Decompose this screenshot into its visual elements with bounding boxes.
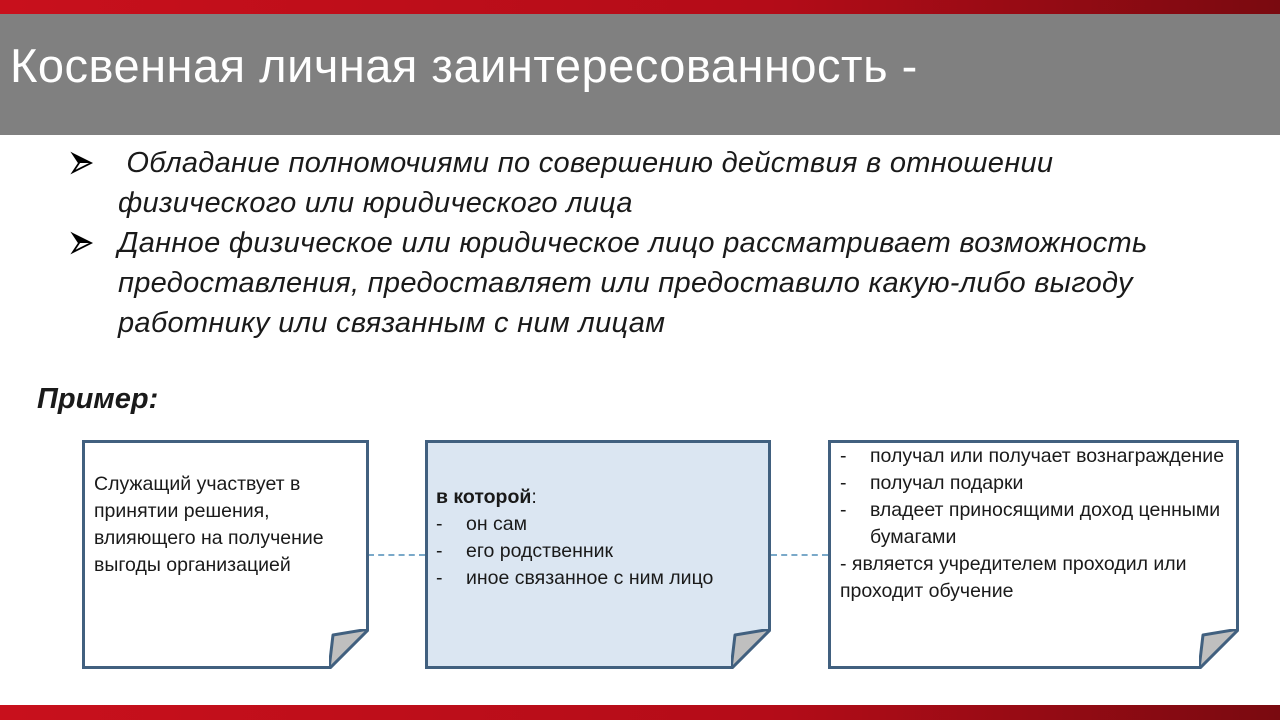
page-fold-icon xyxy=(1199,629,1239,669)
title-bar xyxy=(0,14,1280,135)
list-item: - получал или получает вознаграждение xyxy=(840,443,1232,470)
bullet-text: Обладание полномочиями по совершению действия в отношении физического или юридического лица xyxy=(118,147,1062,219)
list-item: - он сам xyxy=(436,511,766,538)
bullet-list xyxy=(66,143,1206,343)
connector-line-right xyxy=(771,554,828,556)
bottom-accent-stripe xyxy=(0,705,1280,720)
list-item: - получал подарки xyxy=(840,470,1232,497)
example-label: Пример: xyxy=(37,383,159,415)
card-condition-text xyxy=(94,471,356,579)
card-related-persons xyxy=(425,440,771,669)
bullet-text: Данное физическое или юридическое лицо рассматривает возможность предоставления, предоставляет или предоставило какую-либо выгоду работнику или связанным с ним лицам xyxy=(118,227,1148,339)
card-benefits-text xyxy=(840,443,1232,605)
card-benefits xyxy=(828,440,1239,669)
related-persons-list xyxy=(436,511,766,592)
bullet-item xyxy=(66,143,1206,223)
list-item: - иное связанное с ним лицо xyxy=(436,565,766,592)
heading-bold: в которой xyxy=(436,486,532,508)
bullet-item xyxy=(66,223,1206,343)
card-condition xyxy=(82,440,369,669)
slide-title: Косвенная личная заинтересованность - xyxy=(10,39,918,92)
connector-line-left xyxy=(368,554,425,556)
card-condition-paragraph: Служащий участвует в принятии решения, влияющего на получение выгоды организацией xyxy=(94,473,324,576)
card-related-persons-text xyxy=(436,484,766,592)
benefits-footer: - является учредителем проходил или проходит обучение xyxy=(840,553,1187,602)
list-item: - его родственник xyxy=(436,538,766,565)
benefits-list xyxy=(840,443,1232,551)
page-fold-icon xyxy=(329,629,369,669)
card-related-persons-heading xyxy=(436,484,766,511)
heading-suffix: : xyxy=(531,486,537,508)
arrowhead-bullet-icon xyxy=(70,151,94,175)
list-item: - владеет приносящими доход ценными бумагами xyxy=(840,497,1232,551)
page-fold-icon xyxy=(731,629,771,669)
top-accent-stripe xyxy=(0,0,1280,14)
arrowhead-bullet-icon xyxy=(70,231,94,255)
